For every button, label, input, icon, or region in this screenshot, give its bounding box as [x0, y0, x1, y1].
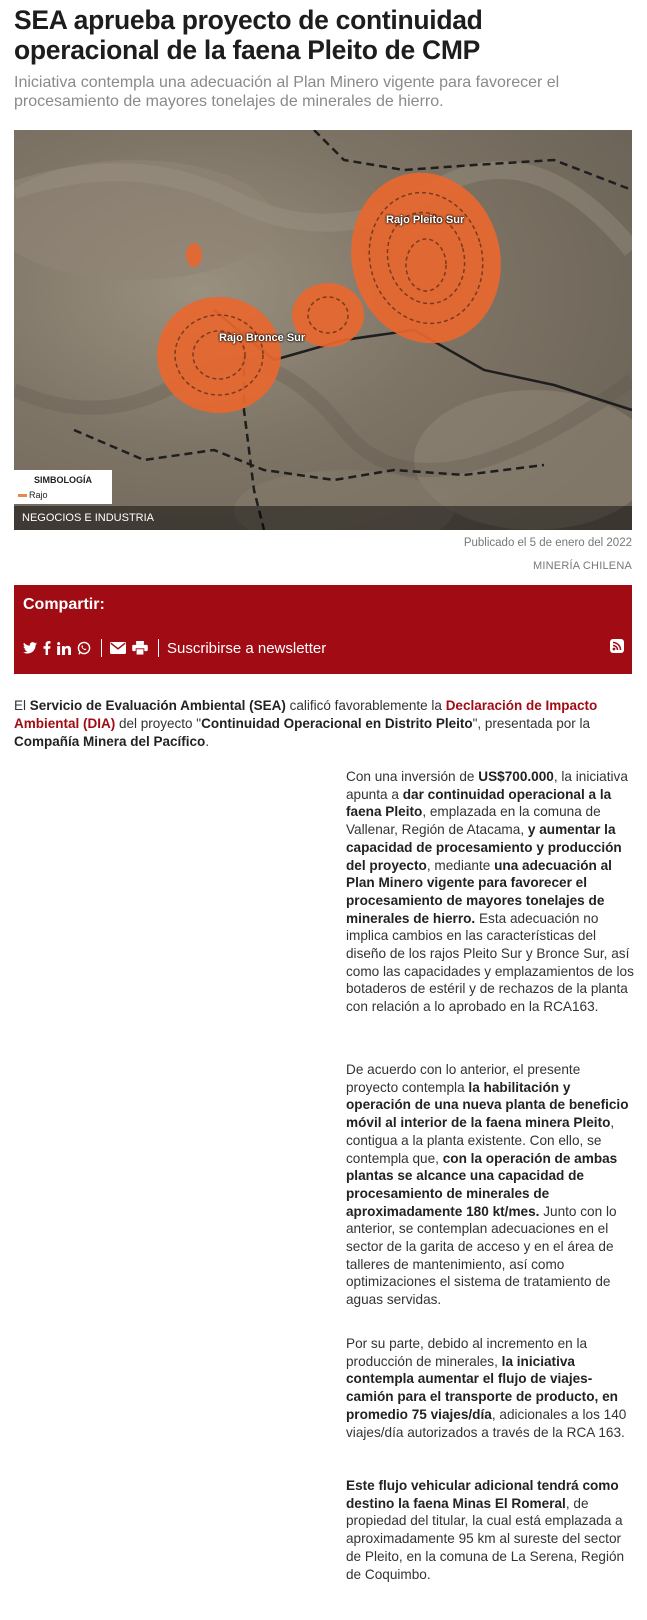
print-icon[interactable]	[132, 639, 148, 657]
text-run: El	[14, 698, 30, 713]
text-run: del proyecto "	[115, 716, 202, 731]
article-paragraph-2	[346, 1061, 636, 1309]
text-run: Por su parte, debido al incremento en la producción de minerales,	[346, 1336, 588, 1369]
text-run: , emplazada en la comuna de Vallenar, Región de Atacama,	[346, 804, 601, 838]
legend-title: SIMBOLOGÍA	[34, 475, 92, 485]
text-run-bold: Continuidad Operacional en Distrito Pleito	[201, 716, 473, 731]
text-run-bold: y aumentar la capacidad de procesamiento y producción del proyecto	[346, 822, 622, 873]
email-icon[interactable]	[110, 639, 126, 657]
whatsapp-icon[interactable]	[77, 639, 91, 657]
share-icons-row	[23, 637, 326, 659]
hero-map-image	[14, 130, 632, 530]
article-paragraph-4	[346, 1477, 636, 1583]
text-run: , adicionales a los 140 viajes/día autorizados a través de la RCA 163.	[346, 1406, 627, 1440]
text-run-bold: Servicio de Evaluación Ambiental (SEA)	[29, 698, 286, 713]
article-paragraph-1	[346, 768, 636, 1016]
text-run-bold: Compañía Minera del Pacífico	[14, 734, 206, 749]
text-run-bold: la iniciativa contempla aumentar el flujo de viajes-camión para el transporte de producto, en promedio 75 viajes/día	[346, 1353, 618, 1422]
facebook-icon[interactable]	[43, 639, 51, 657]
image-caption-bar	[14, 506, 632, 530]
share-title: Compartir:	[23, 596, 105, 613]
text-run: .	[205, 734, 210, 749]
legend-item	[18, 490, 48, 500]
share-bar	[14, 585, 632, 674]
text-run: Esta adecuación no implica cambios en las características del diseño de los rajos Pleito Sur y Bronce Sur, así como las capacidades y emplazamientos de los botaderos de estéril y de rechazos de la planta con relación a lo aprobado en la RCA163.	[346, 910, 634, 1015]
source-label[interactable]: MINERÍA CHILENA	[533, 560, 632, 572]
share-separator	[158, 639, 159, 657]
text-run: Con una inversión de	[346, 769, 479, 784]
dia-link[interactable]: Declaración de Impacto Ambiental (DIA)	[14, 698, 598, 731]
linkedin-icon[interactable]	[57, 639, 71, 657]
rss-icon[interactable]	[610, 639, 624, 653]
text-run-bold: la habilitación y operación de una nueva planta de beneficio móvil al interior de la faena minera Pleito	[346, 1079, 629, 1131]
share-separator	[101, 639, 102, 657]
text-run-bold: US$700.000	[478, 769, 554, 784]
article-title: SEA aprueba proyecto de continuidad operacional de la faena Pleito de CMP	[14, 5, 483, 65]
text-run: ", presentada por la	[472, 716, 590, 731]
published-date: Publicado el 5 de enero del 2022	[463, 537, 632, 549]
text-run: , mediante	[426, 857, 495, 873]
article-subtitle: Iniciativa contempla una adecuación al Plan Minero vigente para favorecer el procesamiento de mayores tonelajes de minerales de hierro.	[14, 74, 560, 110]
map-label-pit-south: Rajo Bronce Sur	[219, 332, 306, 344]
text-run: , contigua a la planta existente. Con ello, se contempla que,	[346, 1115, 615, 1166]
text-run: , de propiedad del titular, la cual está emplazada a aproximadamente 95 km al sureste del sector de Pleito, en la comuna de La Serena, Región de Coquimbo.	[346, 1495, 625, 1582]
text-run: , la iniciativa apunta a	[346, 769, 628, 802]
article-paragraph-3	[346, 1335, 636, 1441]
text-run: calificó favorablemente la	[285, 698, 446, 713]
text-run: Junto con lo anterior, se contemplan adecuaciones en el sector de la garita de acceso y en el área de talleres de mantenimiento, así como optimizaciones el sistema de tratamiento de aguas servidas.	[346, 1203, 617, 1308]
map-legend	[14, 470, 112, 504]
twitter-icon[interactable]	[23, 639, 37, 657]
newsletter-link[interactable]: Suscribirse a newsletter	[167, 639, 327, 657]
text-run-bold: Este flujo vehicular adicional tendrá como destino la faena Minas El Romeral	[346, 1478, 619, 1511]
map-label-pit-north: Rajo Pleito Sur	[386, 214, 465, 226]
legend-swatch-icon	[18, 494, 27, 497]
text-run-bold: dar continuidad operacional a la faena Pleito	[346, 786, 612, 820]
text-run: De acuerdo con lo anterior, el presente proyecto contempla	[346, 1062, 581, 1095]
legend-item-label: Rajo	[29, 490, 48, 500]
text-run-bold: con la operación de ambas plantas se alcance una capacidad de procesamiento de minerales de aproximadamente 180 kt/mes.	[346, 1150, 618, 1219]
image-caption: NEGOCIOS E INDUSTRIA	[22, 512, 155, 524]
article-lead-paragraph	[14, 697, 634, 751]
text-run-bold: una adecuación al Plan Minero vigente para favorecer el procesamiento de mayores tonelajes de minerales de hierro.	[346, 857, 612, 926]
